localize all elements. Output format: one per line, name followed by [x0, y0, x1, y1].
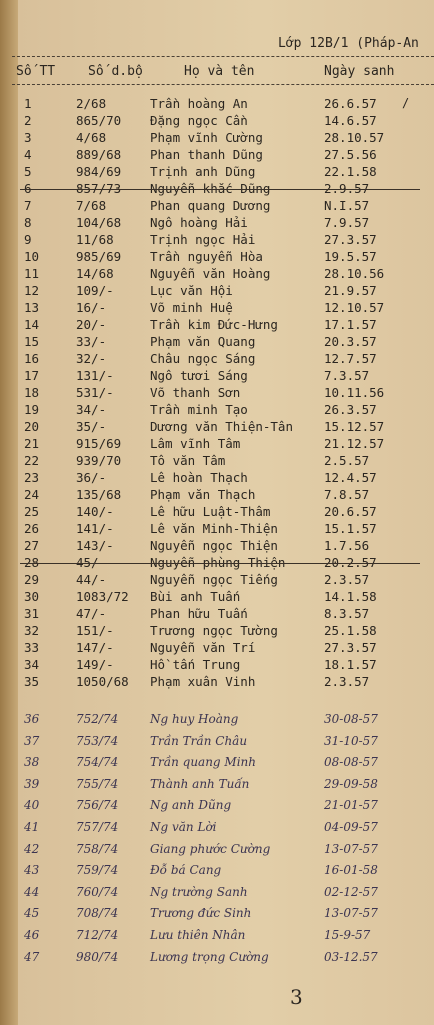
table-row	[0, 674, 434, 690]
row-birth-date: 19.5.57	[324, 249, 377, 264]
row-number: 15	[24, 334, 40, 349]
row-number: 25	[24, 504, 40, 519]
row-student-name: Võ thanh Sơn	[150, 385, 241, 400]
row-student-name: Võ minh Huệ	[150, 300, 233, 315]
row-student-name: Phan hữu Tuấn	[150, 606, 248, 621]
table-row	[0, 589, 434, 605]
row-number: 17	[24, 368, 40, 383]
row-register-number: 756/74	[76, 798, 119, 813]
row-birth-date: 31-10-57	[324, 733, 378, 748]
row-birth-date: 22.1.58	[324, 164, 377, 179]
row-student-name: Lưu thiên Nhân	[150, 928, 246, 942]
row-birth-date: 2.9.57	[324, 181, 370, 196]
table-row	[0, 215, 434, 231]
row-number: 4	[24, 147, 32, 162]
row-student-name: Nguyễn phùng Thiện	[150, 555, 286, 570]
row-birth-date: 10.11.56	[324, 385, 385, 400]
row-birth-date: 21-01-57	[324, 798, 378, 813]
row-register-number: 44/-	[76, 572, 107, 587]
row-birth-date: 25.1.58	[324, 623, 377, 638]
row-student-name: Trần nguyễn Hòa	[150, 249, 263, 264]
row-student-name: Trần kim Đức-Hưng	[150, 317, 278, 332]
row-student-name: Giang phước Cường	[150, 841, 271, 856]
row-birth-date: 27.5.56	[324, 147, 377, 162]
row-number: 31	[24, 606, 40, 621]
row-student-name: Trần hoàng An	[150, 96, 248, 111]
table-row	[0, 555, 434, 571]
row-student-name: Lương trọng Cường	[150, 949, 269, 964]
row-birth-date: 2.5.57	[324, 453, 370, 468]
table-row	[0, 300, 434, 316]
row-student-name: Bùi anh Tuấn	[150, 589, 241, 604]
row-number: 42	[24, 841, 40, 856]
row-birth-date: 7.3.57	[324, 368, 370, 383]
row-number: 21	[24, 436, 40, 451]
table-row	[0, 712, 434, 728]
row-register-number: 865/70	[76, 113, 122, 128]
row-birth-date: 27.3.57	[324, 640, 377, 655]
header-dob: Ngày sanh	[324, 64, 395, 79]
row-register-number: 147/-	[76, 640, 114, 655]
row-student-name: Ng trường Sanh	[150, 884, 248, 899]
row-register-number: 47/-	[76, 606, 107, 621]
row-register-number: 984/69	[76, 164, 122, 179]
row-student-name: Châu ngọc Sáng	[150, 351, 256, 366]
row-number: 46	[24, 928, 40, 942]
row-register-number: 755/74	[76, 776, 119, 791]
row-register-number: 759/74	[76, 863, 119, 878]
row-student-name: Ng anh Dũng	[150, 798, 232, 813]
row-student-name: Trương ngọc Tường	[150, 623, 278, 638]
row-birth-date: N.I.57	[324, 198, 370, 213]
row-birth-date: 20.2.57	[324, 555, 377, 570]
row-number: 19	[24, 402, 40, 417]
row-register-number: 7/68	[76, 198, 107, 213]
row-birth-date: 12.4.57	[324, 470, 377, 485]
row-student-name: Phạm xuân Vinh	[150, 674, 256, 689]
header-bottom-rule	[12, 84, 434, 85]
row-register-number: 980/74	[76, 949, 119, 964]
row-birth-date: 28.10.56	[324, 266, 385, 281]
table-row	[0, 317, 434, 333]
row-number: 29	[24, 572, 40, 587]
row-register-number: 104/68	[76, 215, 122, 230]
row-number: 37	[24, 733, 40, 748]
row-birth-date: 08-08-57	[324, 755, 378, 770]
row-student-name: Đặng ngọc Cần	[150, 113, 248, 128]
row-number: 34	[24, 657, 40, 672]
row-register-number: 14/68	[76, 266, 114, 281]
row-number: 32	[24, 623, 40, 638]
table-row	[0, 928, 434, 944]
table-row	[0, 521, 434, 537]
header-name: Họ và tên	[184, 64, 255, 79]
table-row	[0, 734, 434, 750]
table-row	[0, 385, 434, 401]
row-register-number: 1050/68	[76, 674, 129, 689]
row-register-number: 33/-	[76, 334, 107, 349]
row-number: 44	[24, 884, 40, 899]
row-register-number: 857/73	[76, 181, 122, 196]
row-register-number: 34/-	[76, 402, 107, 417]
row-register-number: 36/-	[76, 470, 107, 485]
table-row	[0, 623, 434, 639]
row-birth-date: 13-07-57	[324, 906, 378, 921]
row-student-name: Phan quang Dương	[150, 198, 271, 213]
row-birth-date: 20.3.57	[324, 334, 377, 349]
row-birth-date: 26.3.57	[324, 402, 377, 417]
row-birth-date: 2.3.57	[324, 572, 370, 587]
table-row	[0, 572, 434, 588]
table-row	[0, 657, 434, 673]
row-birth-date: 15-9-57	[324, 928, 371, 942]
header-top-rule	[12, 56, 434, 57]
row-number: 45	[24, 906, 40, 921]
table-row	[0, 755, 434, 771]
table-row	[0, 130, 434, 146]
row-birth-date: 8.3.57	[324, 606, 370, 621]
row-student-name: Ng văn Lời	[150, 820, 217, 834]
row-register-number: 45/-	[76, 555, 107, 570]
row-mark: /	[402, 96, 410, 110]
row-student-name: Lục văn Hội	[150, 283, 233, 298]
row-number: 18	[24, 385, 40, 400]
table-row	[0, 113, 434, 129]
row-birth-date: 7.9.57	[324, 215, 370, 230]
row-number: 41	[24, 820, 40, 834]
row-register-number: 109/-	[76, 283, 114, 298]
row-register-number: 708/74	[76, 906, 119, 921]
row-number: 16	[24, 351, 40, 366]
table-row	[0, 147, 434, 163]
table-row	[0, 885, 434, 901]
row-birth-date: 16-01-58	[324, 863, 378, 878]
row-birth-date: 20.6.57	[324, 504, 377, 519]
row-birth-date: 2.3.57	[324, 674, 370, 689]
table-row	[0, 906, 434, 922]
row-register-number: 35/-	[76, 419, 107, 434]
row-register-number: 143/-	[76, 538, 114, 553]
row-number: 11	[24, 266, 40, 281]
row-student-name: Lâm vĩnh Tâm	[150, 436, 241, 451]
row-number: 27	[24, 538, 40, 553]
row-number: 24	[24, 487, 40, 502]
row-register-number: 20/-	[76, 317, 107, 332]
row-student-name: Trần minh Tạo	[150, 402, 248, 417]
row-student-name: Nguyễn văn Hoàng	[150, 266, 271, 281]
row-birth-date: 30-08-57	[324, 712, 378, 726]
row-register-number: 939/70	[76, 453, 122, 468]
row-student-name: Lê văn Minh-Thiện	[150, 521, 278, 536]
row-student-name: Thành anh Tuấn	[150, 776, 250, 791]
row-birth-date: 29-09-58	[324, 776, 378, 791]
strikethrough-line	[20, 189, 420, 190]
table-row	[0, 820, 434, 836]
row-student-name: Dương văn Thiện-Tân	[150, 419, 293, 434]
row-register-number: 712/74	[76, 928, 119, 942]
row-birth-date: 21.9.57	[324, 283, 377, 298]
row-student-name: Phạm văn Quang	[150, 334, 256, 349]
table-row	[0, 419, 434, 435]
row-number: 2	[24, 113, 32, 128]
row-register-number: 1083/72	[76, 589, 129, 604]
row-register-number: 135/68	[76, 487, 122, 502]
row-number: 5	[24, 164, 32, 179]
row-number: 35	[24, 674, 40, 689]
table-row	[0, 436, 434, 452]
page-number: 3	[290, 985, 303, 1009]
row-student-name: Phạm văn Thạch	[150, 487, 256, 502]
row-register-number: 758/74	[76, 841, 119, 856]
row-birth-date: 15.12.57	[324, 419, 385, 434]
row-student-name: Phan thanh Dũng	[150, 147, 263, 162]
row-student-name: Ngô tươi Sáng	[150, 368, 248, 383]
row-register-number: 752/74	[76, 712, 119, 726]
row-student-name: Nguyễn ngọc Thiện	[150, 538, 278, 553]
table-row	[0, 181, 434, 197]
row-number: 30	[24, 589, 40, 604]
row-number: 38	[24, 755, 40, 770]
row-register-number: 140/-	[76, 504, 114, 519]
row-number: 14	[24, 317, 40, 332]
table-row	[0, 402, 434, 418]
row-number: 9	[24, 232, 32, 247]
row-number: 33	[24, 640, 40, 655]
row-number: 3	[24, 130, 32, 145]
table-row	[0, 334, 434, 350]
row-student-name: Trần quang Minh	[150, 755, 257, 770]
row-birth-date: 28.10.57	[324, 130, 385, 145]
row-number: 13	[24, 300, 40, 315]
table-row	[0, 640, 434, 656]
table-row	[0, 950, 434, 966]
row-register-number: 753/74	[76, 733, 119, 748]
table-row	[0, 368, 434, 384]
header-no: Số TT	[16, 64, 56, 79]
row-birth-date: 14.6.57	[324, 113, 377, 128]
row-student-name: Phạm vĩnh Cường	[150, 130, 263, 145]
table-row	[0, 470, 434, 486]
row-birth-date: 03-12.57	[324, 949, 378, 964]
row-birth-date: 1.7.56	[324, 538, 370, 553]
table-row	[0, 798, 434, 814]
table-row	[0, 283, 434, 299]
row-number: 23	[24, 470, 40, 485]
table-row	[0, 351, 434, 367]
row-register-number: 889/68	[76, 147, 122, 162]
row-student-name: Ngô hoàng Hải	[150, 215, 248, 230]
row-number: 36	[24, 712, 40, 726]
row-number: 28	[24, 555, 40, 570]
table-row	[0, 863, 434, 879]
row-number: 26	[24, 521, 40, 536]
row-birth-date: 18.1.57	[324, 657, 377, 672]
table-row	[0, 232, 434, 248]
row-birth-date: 13-07-57	[324, 841, 378, 856]
row-student-name: Nguyễn văn Trí	[150, 640, 256, 655]
row-register-number: 754/74	[76, 755, 119, 770]
row-register-number: 149/-	[76, 657, 114, 672]
row-register-number: 16/-	[76, 300, 107, 315]
row-birth-date: 12.10.57	[324, 300, 385, 315]
table-row	[0, 249, 434, 265]
row-student-name: Lê hoàn Thạch	[150, 470, 248, 485]
row-birth-date: 26.6.57	[324, 96, 377, 111]
row-student-name: Nguyễn khắc Dũng	[150, 181, 271, 196]
row-register-number: 757/74	[76, 820, 119, 834]
row-birth-date: 21.12.57	[324, 436, 385, 451]
row-number: 1	[24, 96, 32, 111]
row-student-name: Trịnh anh Dũng	[150, 164, 256, 179]
row-birth-date: 27.3.57	[324, 232, 377, 247]
row-birth-date: 17.1.57	[324, 317, 377, 332]
table-row	[0, 453, 434, 469]
row-birth-date: 7.8.57	[324, 487, 370, 502]
row-student-name: Đỗ bá Cang	[150, 863, 222, 878]
class-title: Lớp 12B/1 (Pháp-An	[278, 36, 419, 51]
row-student-name: Hồ tấn Trung	[150, 657, 241, 672]
table-row	[0, 487, 434, 503]
row-student-name: Ng huy Hoàng	[150, 712, 239, 726]
row-birth-date: 12.7.57	[324, 351, 377, 366]
row-birth-date: 02-12-57	[324, 884, 378, 899]
table-row	[0, 164, 434, 180]
row-register-number: 32/-	[76, 351, 107, 366]
row-register-number: 151/-	[76, 623, 114, 638]
row-birth-date: 14.1.58	[324, 589, 377, 604]
row-number: 22	[24, 453, 40, 468]
row-student-name: Trần Trần Châu	[150, 733, 248, 748]
row-birth-date: 04-09-57	[324, 820, 378, 834]
row-student-name: Lê hữu Luật-Thâm	[150, 504, 271, 519]
row-student-name: Nguyễn ngọc Tiếng	[150, 572, 278, 587]
row-number: 7	[24, 198, 32, 213]
table-row	[0, 504, 434, 520]
row-register-number: 2/68	[76, 96, 107, 111]
table-row	[0, 777, 434, 793]
row-birth-date: 15.1.57	[324, 521, 377, 536]
table-row	[0, 538, 434, 554]
strikethrough-line	[20, 563, 420, 564]
row-register-number: 985/69	[76, 249, 122, 264]
table-row	[0, 266, 434, 282]
header-reg: Số d.bộ	[88, 64, 143, 79]
row-number: 20	[24, 419, 40, 434]
row-register-number: 11/68	[76, 232, 114, 247]
row-number: 6	[24, 181, 32, 196]
row-student-name: Trương đức Sinh	[150, 906, 252, 921]
row-student-name: Tô văn Tâm	[150, 453, 226, 468]
row-number: 39	[24, 776, 40, 791]
row-register-number: 915/69	[76, 436, 122, 451]
table-row	[0, 198, 434, 214]
row-register-number: 4/68	[76, 130, 107, 145]
row-register-number: 141/-	[76, 521, 114, 536]
row-number: 8	[24, 215, 32, 230]
row-number: 40	[24, 798, 40, 813]
row-register-number: 760/74	[76, 884, 119, 899]
row-register-number: 131/-	[76, 368, 114, 383]
table-row	[0, 606, 434, 622]
table-row	[0, 96, 434, 112]
row-student-name: Trịnh ngọc Hải	[150, 232, 256, 247]
row-number: 43	[24, 863, 40, 878]
row-number: 12	[24, 283, 40, 298]
table-row	[0, 842, 434, 858]
row-number: 47	[24, 949, 40, 964]
row-register-number: 531/-	[76, 385, 114, 400]
row-number: 10	[24, 249, 40, 264]
